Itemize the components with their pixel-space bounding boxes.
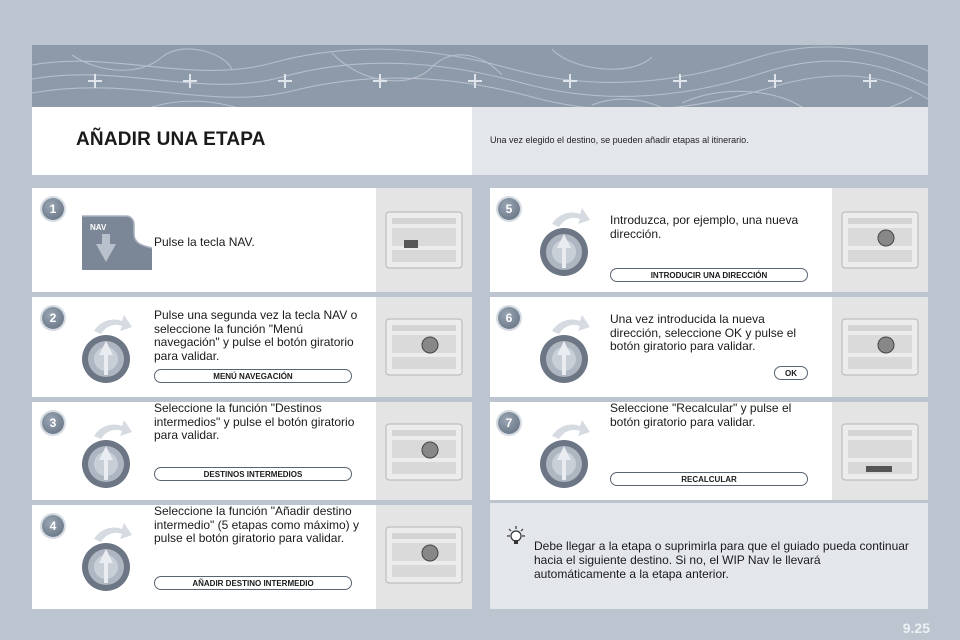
destinos-intermedios-button[interactable]: DESTINOS INTERMEDIOS <box>154 467 352 481</box>
title-panel <box>32 107 472 175</box>
radio-panel-illustration <box>832 402 928 500</box>
radio-panel-illustration <box>832 188 928 292</box>
tip-panel <box>490 503 928 609</box>
step-text: Seleccione "Recalcular" y pulse el botón giratorio para validar. <box>610 402 792 429</box>
step-card-4 <box>32 505 472 609</box>
anadir-destino-intermedio-button[interactable]: AÑADIR DESTINO INTERMEDIO <box>154 576 352 590</box>
step-card-6 <box>490 297 928 397</box>
step-text: Una vez introducida la nueva dirección, seleccione OK y pulse el botón giratorio para validar. <box>610 312 797 353</box>
lightbulb-icon <box>504 525 528 549</box>
step-card-1 <box>32 188 472 292</box>
step-number-badge: 2 <box>42 307 64 329</box>
step-number-badge: 3 <box>42 412 64 434</box>
step-number-badge: 5 <box>498 198 520 220</box>
introducir-una-direccion-button[interactable]: INTRODUCIR UNA DIRECCIÓN <box>610 268 808 282</box>
step-text: Pulse la tecla NAV. <box>154 235 255 249</box>
step-number-badge: 7 <box>498 412 520 434</box>
rotary-knob-icon <box>78 309 138 389</box>
tip-text: Debe llegar a la etapa o suprimirla para que el guiado pueda continuar hacia el siguiente destino. Si no, el WIP Nav le llevará automáticamente a la etapa anterior. <box>534 539 909 581</box>
radio-panel-illustration <box>832 297 928 397</box>
page-number: 9.25 <box>902 620 930 636</box>
radio-unit-icon <box>384 525 464 585</box>
step-number-badge: 1 <box>42 198 64 220</box>
radio-unit-icon <box>840 210 920 270</box>
step-card-5 <box>490 188 928 292</box>
step-number-badge: 4 <box>42 515 64 537</box>
rotary-knob-icon <box>536 309 596 389</box>
step-card-7 <box>490 402 928 500</box>
rotary-knob-icon <box>78 414 138 494</box>
step-text: Pulse una segunda vez la tecla NAV o seleccione la función "Menú navegación" y pulse el botón giratorio para validar. <box>154 308 358 363</box>
menu-navegacion-button[interactable]: MENÚ NAVEGACIÓN <box>154 369 352 383</box>
nav-key-icon <box>76 208 156 272</box>
step-text: Seleccione la función "Destinos intermedios" y pulse el botón giratorio para validar. <box>154 402 355 442</box>
radio-unit-icon <box>840 422 920 482</box>
nav-key-label: NAV <box>90 223 107 232</box>
page-title: AÑADIR UNA ETAPA <box>76 129 266 150</box>
rotary-knob-icon <box>536 414 596 494</box>
ok-button[interactable]: OK <box>774 366 808 380</box>
radio-unit-icon <box>384 317 464 377</box>
recalcular-button[interactable]: RECALCULAR <box>610 472 808 486</box>
step-text: Seleccione la función "Añadir destino intermedio" (5 etapas como máximo) y pulse el botón giratorio para validar. <box>154 505 360 545</box>
step-card-3 <box>32 402 472 500</box>
intro-panel <box>472 107 928 175</box>
radio-unit-icon <box>384 210 464 270</box>
step-text: Introduzca, por ejemplo, una nueva dirección. <box>610 213 799 241</box>
intro-text: Una vez elegido el destino, se pueden añadir etapas al itinerario. <box>490 135 749 145</box>
step-card-2 <box>32 297 472 397</box>
radio-panel-illustration <box>376 188 472 292</box>
step-number-badge: 6 <box>498 307 520 329</box>
radio-panel-illustration <box>376 402 472 500</box>
radio-panel-illustration <box>376 297 472 397</box>
radio-unit-icon <box>840 317 920 377</box>
rotary-knob-icon <box>536 202 596 282</box>
radio-unit-icon <box>384 422 464 482</box>
radio-panel-illustration <box>376 505 472 609</box>
rotary-knob-icon <box>78 517 138 597</box>
